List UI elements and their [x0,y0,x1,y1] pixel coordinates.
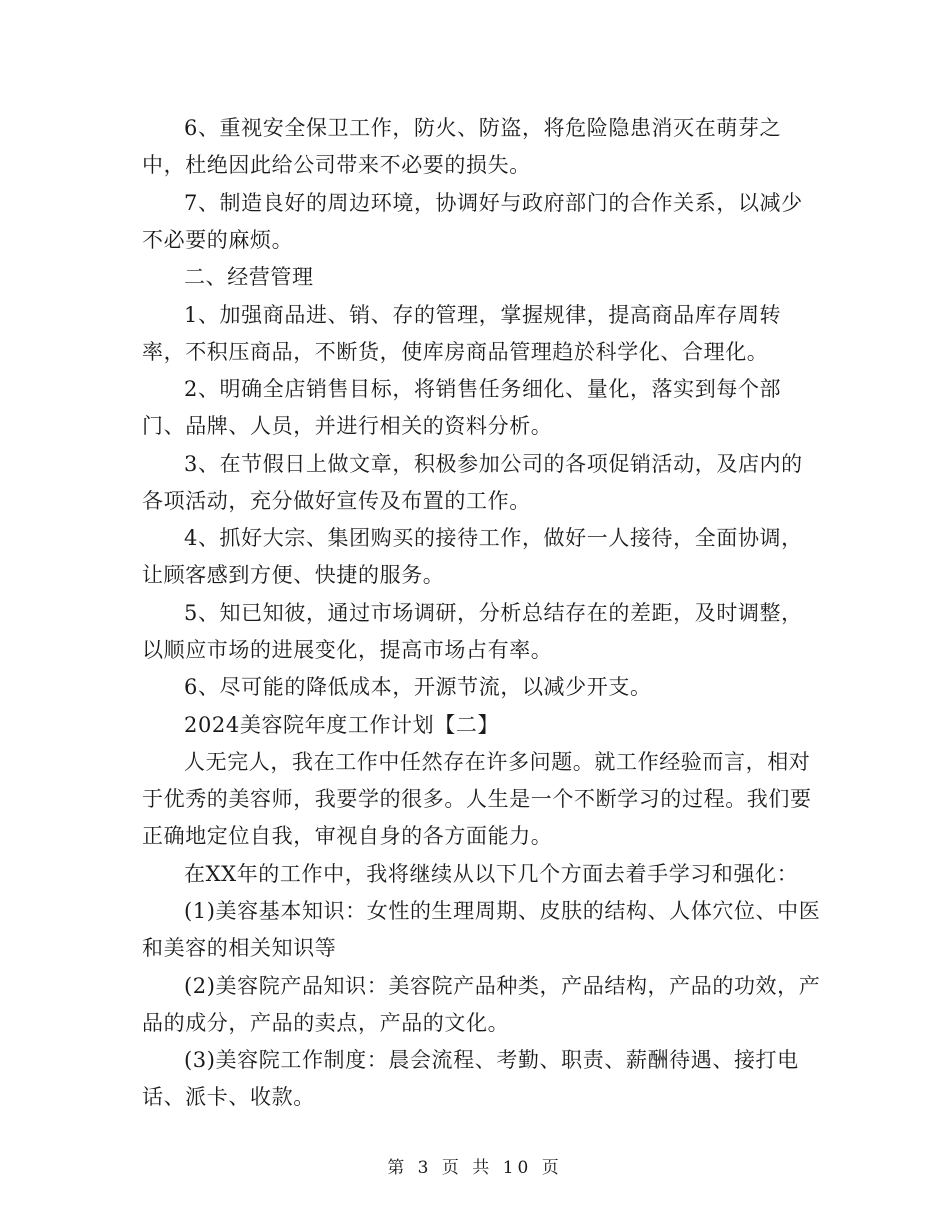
paragraph: 6、尽可能的降低成本，开源节流，以减少开支。 [184,675,652,699]
paragraph: 1、加强商品进、销、存的管理，掌握规律，提高商品库存周转率，不积压商品，不断货，使库房商品管理趋於科学化、合理化。 [142,302,782,364]
section-heading: 二、经营管理 [184,265,314,289]
list-item: (2)美容院产品知识：美容院产品种类，产品结构，产品的功效，产品的成分，产品的卖点，产品的文化。 [142,973,821,1035]
paragraph: 在XX年的工作中，我将继续从以下几个方面去着手学习和强化： [184,861,799,886]
paragraph: 6、重视安全保卫工作，防火、防盗，将危险隐患消灭在萌芽之中，杜绝因此给公司带来不必要的损失。 [142,116,782,177]
section-title: 2024美容院年度工作计划【二】 [184,712,500,737]
paragraph: 2、明确全店销售目标，将销售任务细化、量化，落实到每个部门、品牌、人员，并进行相关的资料分析。 [142,377,782,438]
page-number-footer: 第 3 页 共 10 页 [387,1158,563,1178]
list-item: (1)美容基本知识：女性的生理周期、皮肤的结构、人体穴位、中医和美容的相关知识等 [142,899,821,960]
paragraph: 7、制造良好的周边环境，协调好与政府部门的合作关系，以减少不必要的麻烦。 [142,190,803,252]
paragraph: 人无完人，我在工作中任然存在许多问题。就工作经验而言，相对于优秀的美容师，我要学的很多。人生是一个不断学习的过程。我们要正确地定位自我，审视自身的各方面能力。 [142,750,812,848]
document-body [142,110,822,1117]
paragraph: 5、知已知彼，通过市场调研，分析总结存在的差距，及时调整，以顺应市场的进展变化，提高市场占有率。 [142,600,803,662]
paragraph: 4、抓好大宗、集团购买的接待工作，做好一人接待，全面协调，让顾客感到方便、快捷的服务。 [142,526,803,587]
list-item: (3)美容院工作制度：晨会流程、考勤、职责、薪酬待遇、接打电话、派卡、收款。 [142,1048,799,1109]
paragraph: 3、在节假日上做文章，积极参加公司的各项促销活动，及店内的各项活动，充分做好宣传及布置的工作。 [142,451,803,513]
